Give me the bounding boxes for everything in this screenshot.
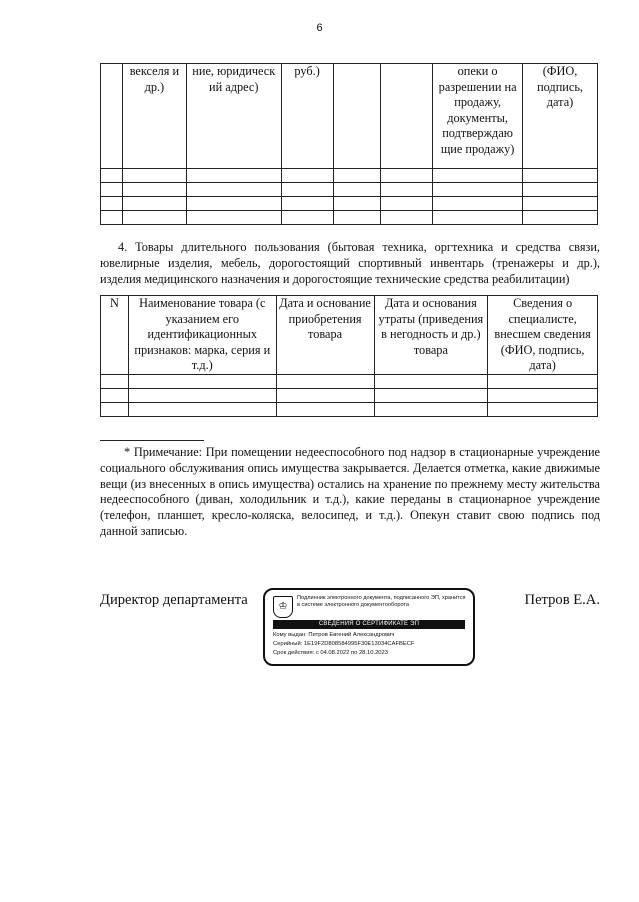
table-cell xyxy=(186,211,281,225)
table-cell xyxy=(122,169,186,183)
stamp-serial: Серийный: 1E19F2D808584995F30E13034CAFBECF xyxy=(273,641,415,647)
table-cell xyxy=(488,388,598,402)
table-cell xyxy=(333,169,381,183)
signatory-position: Директор департамента xyxy=(100,592,248,608)
table-cell xyxy=(374,402,488,416)
table-row xyxy=(101,183,598,197)
table-cell xyxy=(101,374,129,388)
table-row xyxy=(101,374,598,388)
table-cell xyxy=(186,169,281,183)
table-cell: (ФИО, подпись, дата) xyxy=(523,64,598,169)
table-cell xyxy=(276,388,374,402)
table-cell xyxy=(433,197,523,211)
section-4-heading: 4. Товары длительного пользования (бытовая техника, оргтехника и средства связи, ювелирные изделия, мебель, дорогостоящий спортивный инвентарь (тренажеры и др.), изделия медицинского назначения и дорогостоящие технические средства реабилитации) xyxy=(100,240,600,286)
table-cell xyxy=(523,211,598,225)
table-cell xyxy=(381,197,433,211)
stamp-validity: Срок действия: с 04.08.2022 по 28.10.2023 xyxy=(273,650,388,656)
table-cell xyxy=(433,183,523,197)
table-cell xyxy=(122,211,186,225)
table-row xyxy=(101,388,598,402)
table-cell xyxy=(381,211,433,225)
table-row xyxy=(101,211,598,225)
table-cell xyxy=(333,211,381,225)
table-cell xyxy=(281,169,333,183)
header-specialist: Сведения о специалисте, внесшем сведения (ФИО, подпись, дата) xyxy=(488,296,598,375)
table-cell xyxy=(128,388,276,402)
coat-of-arms-icon: ♔ xyxy=(273,596,293,618)
table-property-continued xyxy=(100,63,598,225)
table-cell xyxy=(101,64,123,169)
signatory-name: Петров Е.А. xyxy=(524,592,600,608)
table-row xyxy=(101,402,598,416)
table-cell xyxy=(122,197,186,211)
header-loss: Дата и основания утраты (приведения в негодность и др.) товара xyxy=(374,296,488,375)
stamp-certificate-title: СВЕДЕНИЯ О СЕРТИФИКАТЕ ЭП xyxy=(273,620,465,629)
table-cell xyxy=(276,374,374,388)
table-cell xyxy=(101,197,123,211)
table-cell xyxy=(333,64,381,169)
header-acquisition: Дата и основание приобретения товара xyxy=(276,296,374,375)
table-cell xyxy=(381,64,433,169)
table-cell xyxy=(101,402,129,416)
table-cell xyxy=(101,388,129,402)
table-durable-goods xyxy=(100,295,598,417)
table-cell xyxy=(433,211,523,225)
table-cell xyxy=(523,169,598,183)
table-cell xyxy=(128,374,276,388)
table-cell xyxy=(488,402,598,416)
table-cell xyxy=(374,388,488,402)
footnote-divider xyxy=(100,440,204,441)
table-cell xyxy=(381,169,433,183)
table-row xyxy=(101,64,598,169)
table-cell xyxy=(333,197,381,211)
table-header-row xyxy=(101,296,598,375)
stamp-original-note: Подлинник электронного документа, подписанного ЭП, хранится в системе электронного документооборота xyxy=(297,595,466,608)
table-cell: руб.) xyxy=(281,64,333,169)
footnote-text: * Примечание: При помещении недееспособного под надзор в стационарные учреждение социального обслуживания опись имущества закрывается. Делается отметка, какие движимые вещи (из внесенных в опись имущества) остались на хранение по прежнему месту жительства недееспособного (диван, холодильник и т.д.), какие переданы в стационарное учреждение (телефон, планшет, кресло-коляска, велосипед, и т.д.). Опекун ставит свою подпись под данной записью. xyxy=(100,445,600,538)
table-row xyxy=(101,197,598,211)
table-row xyxy=(101,169,598,183)
table-cell xyxy=(101,183,123,197)
table-cell xyxy=(523,183,598,197)
table-cell xyxy=(101,169,123,183)
table-cell xyxy=(128,402,276,416)
table-cell xyxy=(186,197,281,211)
table-cell xyxy=(523,197,598,211)
header-item-name: Наименование товара (с указанием его идентификационных признаков: марка, серия и т.д.) xyxy=(128,296,276,375)
stamp-issued-to: Кому выдан: Петров Евгений Александрович xyxy=(273,632,395,638)
table-cell: векселя и др.) xyxy=(122,64,186,169)
table-cell xyxy=(281,211,333,225)
table-cell xyxy=(276,402,374,416)
table-cell xyxy=(281,183,333,197)
table-cell xyxy=(186,183,281,197)
table-cell xyxy=(281,197,333,211)
electronic-signature-stamp xyxy=(263,588,475,666)
table-cell xyxy=(101,211,123,225)
table-cell xyxy=(374,374,488,388)
table-cell xyxy=(381,183,433,197)
table-cell: опеки о разрешении на продажу, документы, подтверждаю щие продажу) xyxy=(433,64,523,169)
table-cell xyxy=(488,374,598,388)
header-number: N xyxy=(101,296,129,375)
page-number: 6 xyxy=(316,22,323,34)
table-cell xyxy=(433,169,523,183)
table-cell xyxy=(333,183,381,197)
table-cell: ние, юридическ ий адрес) xyxy=(186,64,281,169)
table-cell xyxy=(122,183,186,197)
